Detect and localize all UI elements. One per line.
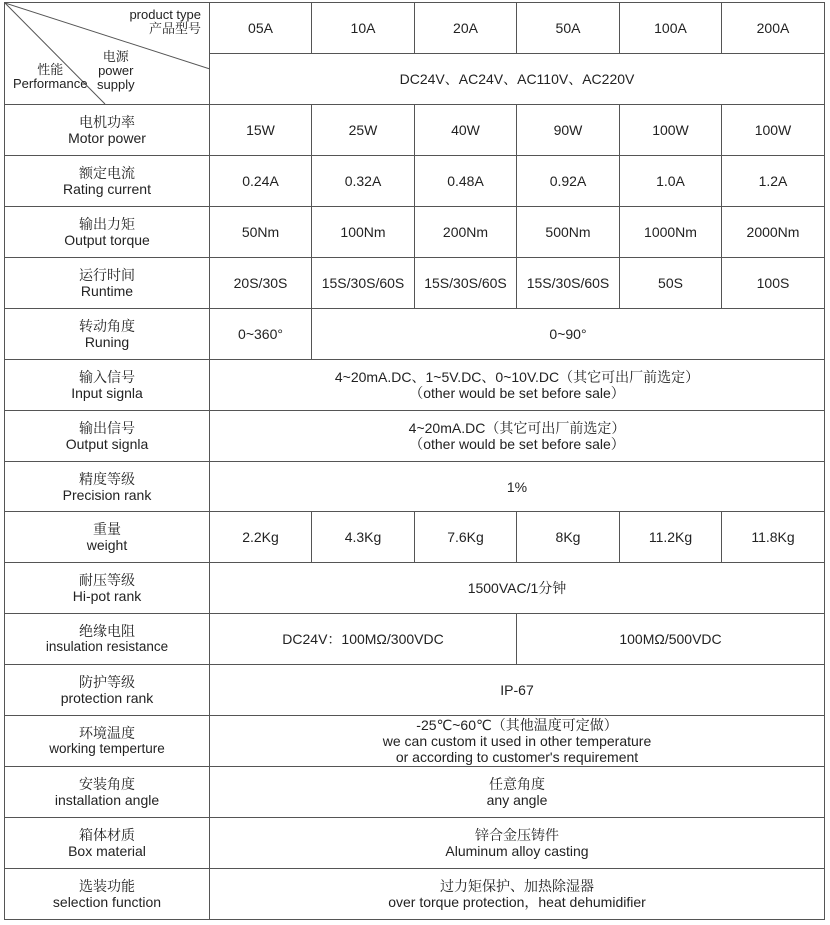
row-label: 安装角度 installation angle xyxy=(5,767,210,818)
value-cell: 100Nm xyxy=(312,207,415,258)
row-label: 电机功率 Motor power xyxy=(5,105,210,156)
value-cell: 任意角度 any angle xyxy=(210,767,825,818)
row-label: 输入信号 Input signla xyxy=(5,360,210,411)
row-output-signal xyxy=(5,411,825,462)
row-label: 转动角度 Runing xyxy=(5,309,210,360)
value-cell: 锌合金压铸件 Aluminum alloy casting xyxy=(210,818,825,869)
row-label: 箱体材质 Box material xyxy=(5,818,210,869)
performance-label: 性能 Performance xyxy=(13,62,88,91)
value-cell: 50Nm xyxy=(210,207,312,258)
value-cell: 15S/30S/60S xyxy=(517,258,620,309)
value-cell: 0~90° xyxy=(312,309,825,360)
value-cell: 过力矩保护、加热除湿器 over torque protection，heat dehumidifier xyxy=(210,869,825,920)
row-label: 运行时间 Runtime xyxy=(5,258,210,309)
row-insulation xyxy=(5,614,825,665)
header-row-models xyxy=(5,3,825,54)
value-cell: 8Kg xyxy=(517,512,620,563)
value-cell: 0.92A xyxy=(517,156,620,207)
power-supply-label: 电源 power supply xyxy=(97,49,135,92)
model-10a: 10A xyxy=(312,3,415,54)
value-cell: 1000Nm xyxy=(620,207,722,258)
row-motor-power xyxy=(5,105,825,156)
value-cell: 7.6Kg xyxy=(415,512,517,563)
row-label: 防护等级 protection rank xyxy=(5,665,210,716)
row-runing xyxy=(5,309,825,360)
product-type-label: product type 产品型号 xyxy=(129,7,201,36)
value-cell: 11.8Kg xyxy=(722,512,825,563)
row-label: 选装功能 selection function xyxy=(5,869,210,920)
row-installation-angle xyxy=(5,767,825,818)
row-box-material xyxy=(5,818,825,869)
row-label: 额定电流 Rating current xyxy=(5,156,210,207)
diagonal-header-cell xyxy=(5,3,210,105)
value-cell: 15S/30S/60S xyxy=(312,258,415,309)
value-cell: 15W xyxy=(210,105,312,156)
value-cell: 0.48A xyxy=(415,156,517,207)
value-cell: 0.24A xyxy=(210,156,312,207)
row-selection-function xyxy=(5,869,825,920)
value-cell: 0.32A xyxy=(312,156,415,207)
model-100a: 100A xyxy=(620,3,722,54)
row-label: 环境温度 working temperture xyxy=(5,716,210,767)
value-cell: IP-67 xyxy=(210,665,825,716)
value-cell: 4.3Kg xyxy=(312,512,415,563)
value-cell: 90W xyxy=(517,105,620,156)
row-precision xyxy=(5,462,825,512)
row-rating-current xyxy=(5,156,825,207)
row-label: 输出信号 Output signla xyxy=(5,411,210,462)
model-05a: 05A xyxy=(210,3,312,54)
value-cell: 40W xyxy=(415,105,517,156)
row-output-torque xyxy=(5,207,825,258)
value-cell: 1500VAC/1分钟 xyxy=(210,563,825,614)
value-cell: 2.2Kg xyxy=(210,512,312,563)
row-hipot xyxy=(5,563,825,614)
value-cell: DC24V：100MΩ/300VDC xyxy=(210,614,517,665)
power-supply-value: DC24V、AC24V、AC110V、AC220V xyxy=(210,54,825,105)
value-cell: 20S/30S xyxy=(210,258,312,309)
row-input-signal xyxy=(5,360,825,411)
value-cell: 200Nm xyxy=(415,207,517,258)
row-temperature xyxy=(5,716,825,767)
spec-table xyxy=(4,2,825,920)
value-cell: 500Nm xyxy=(517,207,620,258)
value-cell: 50S xyxy=(620,258,722,309)
value-cell: 1% xyxy=(210,462,825,512)
value-cell: 1.2A xyxy=(722,156,825,207)
value-cell: 0~360° xyxy=(210,309,312,360)
model-50a: 50A xyxy=(517,3,620,54)
model-200a: 200A xyxy=(722,3,825,54)
value-cell: 100S xyxy=(722,258,825,309)
row-label: 重量 weight xyxy=(5,512,210,563)
value-cell: 100MΩ/500VDC xyxy=(517,614,825,665)
value-cell: -25℃~60℃（其他温度可定做） we can custom it used in other temperature or according to customer's requirement xyxy=(210,716,825,767)
value-cell: 4~20mA.DC（其它可出厂前选定） （other would be set before sale） xyxy=(210,411,825,462)
row-label: 精度等级 Precision rank xyxy=(5,462,210,512)
value-cell: 15S/30S/60S xyxy=(415,258,517,309)
row-label: 绝缘电阻 insulation resistance xyxy=(5,614,210,665)
row-protection xyxy=(5,665,825,716)
model-20a: 20A xyxy=(415,3,517,54)
row-weight xyxy=(5,512,825,563)
value-cell: 100W xyxy=(722,105,825,156)
value-cell: 1.0A xyxy=(620,156,722,207)
value-cell: 25W xyxy=(312,105,415,156)
value-cell: 11.2Kg xyxy=(620,512,722,563)
value-cell: 4~20mA.DC、1~5V.DC、0~10V.DC（其它可出厂前选定） （other would be set before sale） xyxy=(210,360,825,411)
row-runtime xyxy=(5,258,825,309)
value-cell: 2000Nm xyxy=(722,207,825,258)
row-label: 输出力矩 Output torque xyxy=(5,207,210,258)
value-cell: 100W xyxy=(620,105,722,156)
row-label: 耐压等级 Hi-pot rank xyxy=(5,563,210,614)
